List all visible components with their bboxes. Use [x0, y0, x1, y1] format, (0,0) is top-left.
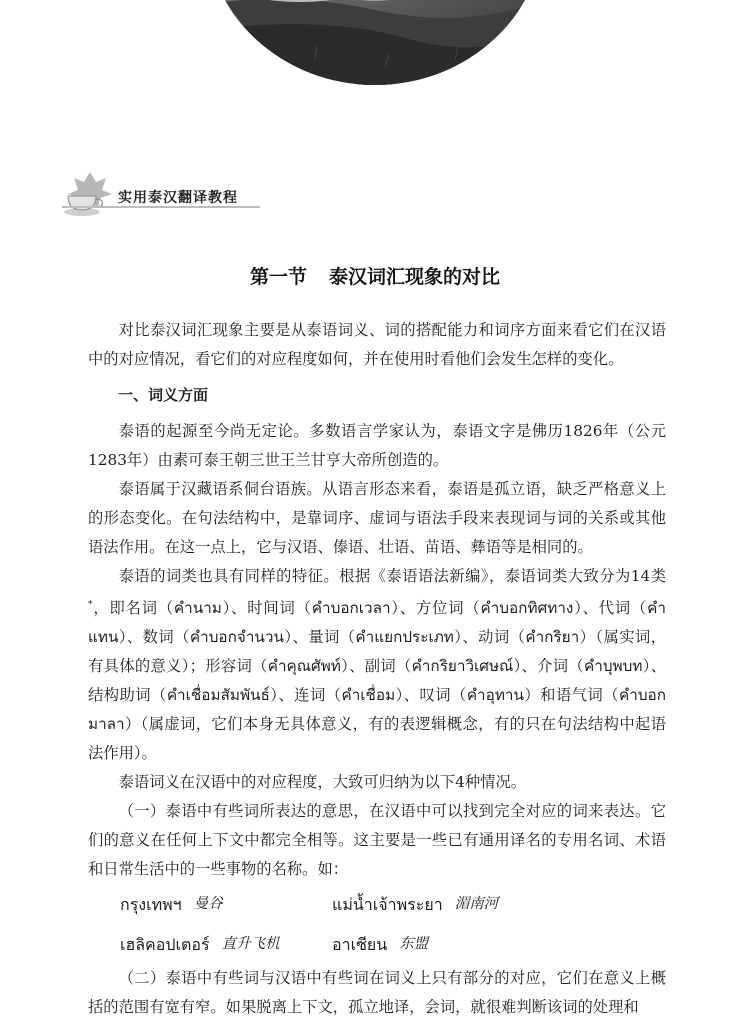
running-header-title: 实用泰汉翻译教程: [118, 190, 238, 206]
example-pair: [120, 930, 332, 959]
example-chinese: 湄南河: [454, 895, 499, 912]
paragraph-case-2: （二）泰语中有些词与汉语中有些词在词义上只有部分的对应，它们在意义上概括的范围有宽有窄。如果脱离上下文，孤立地译，会词，就很难判断该词的处理和: [88, 969, 666, 1017]
example-pair: [332, 930, 544, 959]
section-heading: 泰汉词汇现象的对比: [329, 266, 501, 288]
section-label: 第一节: [249, 266, 307, 288]
word-classes-part2: ，即名词（คำนาม）、时间词（คำบอกเวลา）、方位词（คำบอกทิศทาง）、代词（คำแทน）、数词（คำบอกจำนวน）、量词（คำแยกประเภท）、动词（คำกริยา）（属实词，有具体的意义）；形容词（คำคุณศัพท์）、副词（คำกริยาวิเศษณ์）、介词（คำบุพบท）、结构助词（คำเชื่อมสัมพันธ์）、连词（คำเชื่อม）、叹词（คำอุทาน）和语气词（คำบอกมาลา）（属虚词，它们本身无具体意义，有的表逻辑概念，有的只在句法结构中起语法作用）。: [88, 599, 666, 763]
header-photo: [205, 0, 545, 85]
example-pair: [120, 890, 332, 919]
paragraph-family: 泰语属于汉藏语系侗台语族。从语言形态来看，泰语是孤立语，缺乏严格意义上的形态变化。在句法结构中，是靠词序、虚词与语法手段来表现词与词的关系或其他语法作用。在这一点上，它与汉语、傣语、壮语、苗语、彝语等是相同的。: [88, 480, 666, 556]
example-pair: [332, 890, 544, 919]
section-title: [0, 262, 750, 289]
example-thai: กรุงเทพฯ: [120, 894, 182, 914]
paragraph-summary: 泰语词义在汉语中的对应程度，大致可归纳为以下4种情况。: [118, 773, 527, 792]
subsection-heading: 一、词义方面: [118, 386, 209, 404]
example-thai: แม่น้ำเจ้าพระยา: [332, 894, 443, 914]
example-thai: เฮลิคอปเตอร์: [120, 934, 210, 954]
paragraph-origin: 泰语的起源至今尚无定论。多数语言学家认为，泰语文字是佛历1826年（公元1283年）由素可泰王朝三世王兰甘亨大帝所创造的。: [88, 422, 666, 469]
header-photo-graphic: [205, 0, 545, 85]
paragraph-case-1: （一）泰语中有些词所表达的意思，在汉语中可以找到完全对应的词来表达。它们的意义在任何上下文中都完全相等。这主要是一些已有通用译名的专用名词、术语和日常生活中的一些事物的名称。如：: [88, 802, 666, 879]
example-chinese: 直升飞机: [221, 935, 280, 952]
example-chinese: 东盟: [399, 935, 429, 952]
example-pairs: [88, 884, 666, 964]
word-classes-part1: 泰语的词类也具有同样的特征。根据《泰语语法新编》，泰语词类大致分为14类: [118, 567, 666, 585]
example-row: [88, 924, 666, 964]
paragraph-word-classes: [88, 562, 666, 768]
example-row: [88, 884, 666, 924]
example-thai: อาเซียน: [332, 934, 388, 954]
body-text: [88, 316, 666, 1022]
footnote-mark: *: [88, 600, 93, 610]
teacup-leaf-icon: [60, 168, 120, 218]
intro-paragraph: 对比泰汉词汇现象主要是从泰语词义、词的搭配能力和词序方面来看它们在汉语中的对应情况，看它们的对应程度如何，并在使用时看他们会发生怎样的变化。: [88, 321, 666, 368]
example-chinese: 曼谷: [193, 895, 223, 912]
